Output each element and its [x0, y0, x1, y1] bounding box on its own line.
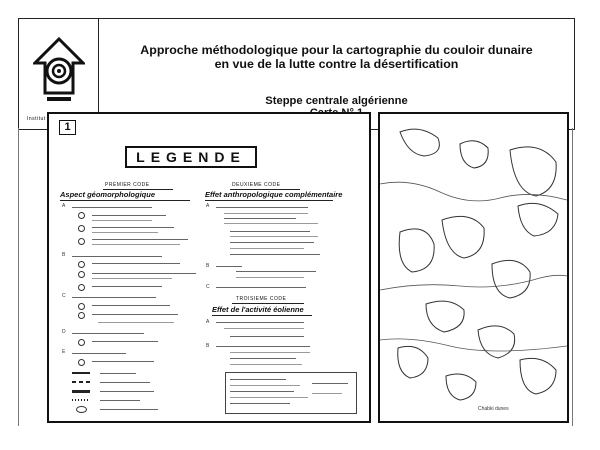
legend-entry-marker — [78, 225, 85, 232]
legend-entry — [72, 256, 162, 257]
divider — [205, 200, 333, 201]
legend-entry — [230, 358, 296, 359]
legend-entry — [230, 391, 294, 392]
legend-entry — [92, 278, 172, 279]
legend-entry — [100, 400, 140, 401]
legend-entry — [92, 341, 158, 342]
legend-entry-marker: D — [62, 329, 66, 335]
legend-entry — [230, 336, 304, 337]
legend-entry — [92, 273, 196, 274]
legend-heading: LEGENDE — [125, 146, 257, 168]
legend-entry — [224, 328, 304, 329]
legend-entry — [72, 297, 156, 298]
page-title-line-1: Approche méthodologique pour la cartographie du couloir dunaire — [140, 43, 533, 57]
legend-entry — [92, 227, 174, 228]
logo-caption-small: Institut — [27, 116, 46, 122]
legend-entry — [312, 383, 348, 384]
page-title-line-2: en vue de la lutte contre la désertification — [214, 57, 459, 71]
legend-entry-marker — [78, 339, 85, 346]
legend-entry — [92, 263, 180, 264]
legend-entry — [216, 266, 242, 267]
line-symbol — [72, 399, 90, 401]
legend-entry — [92, 305, 170, 306]
legend-entry-marker — [78, 359, 85, 366]
line-symbol — [72, 372, 90, 374]
legend-entry — [216, 287, 306, 288]
legend-entry-marker — [76, 406, 87, 413]
legend-entry — [230, 364, 302, 365]
legend-entry — [230, 385, 300, 386]
line-symbol — [72, 390, 90, 393]
scan-edge-left — [18, 128, 19, 426]
legend-entry — [236, 271, 316, 272]
legend-entry — [216, 346, 310, 347]
page-subtitle-line-1: Steppe centrale algérienne — [265, 95, 408, 107]
legend-entry — [100, 373, 136, 374]
legend-entry — [230, 254, 320, 255]
legend-entry-marker: A — [206, 319, 210, 325]
map-contour — [478, 326, 515, 358]
legend-bottom-strip — [225, 372, 357, 414]
legend-entry — [92, 286, 162, 287]
legend-entry-marker — [78, 303, 85, 310]
panel-number: 1 — [59, 120, 76, 135]
left-column-title: Aspect géomorphologique — [60, 190, 156, 199]
legend-entry — [72, 333, 144, 334]
right-column-lower-title: Effet de l'activité éolienne — [212, 305, 304, 314]
legend-entry-marker: B — [206, 343, 210, 349]
right-column-title: Effet anthropologique complémentaire — [205, 190, 343, 199]
legend-entry-marker: C — [62, 293, 66, 299]
map-contour — [399, 229, 434, 272]
legend-entry — [92, 220, 152, 221]
legend-entry — [230, 397, 308, 398]
legend-entry — [236, 277, 304, 278]
legend-entry-marker — [78, 271, 85, 278]
right-column-top-label: DEUXIEME CODE — [232, 182, 281, 188]
legend-entry — [216, 322, 304, 323]
legend-entry-marker: A — [206, 203, 210, 209]
map-contour — [520, 358, 556, 394]
map-contour — [492, 260, 530, 298]
divider — [232, 303, 304, 304]
legend-entry — [230, 236, 318, 237]
legend-entry — [230, 231, 310, 232]
legend-entry-marker: A — [62, 203, 66, 209]
legend-entry-marker: B — [62, 252, 66, 258]
legend-entry — [312, 393, 342, 394]
legend-entry — [100, 409, 158, 410]
map-contour — [460, 141, 488, 168]
legend-entry — [224, 213, 308, 214]
legend-entry — [72, 207, 152, 208]
legend-entry — [92, 239, 188, 240]
dune-map-drawing — [380, 114, 567, 421]
legend-entry — [230, 403, 290, 404]
legend-entry — [100, 382, 150, 383]
map-contour — [400, 129, 439, 156]
map-contour — [442, 216, 484, 258]
map-contour — [446, 374, 476, 400]
legend-entry — [224, 223, 318, 224]
legend-entry-marker — [78, 284, 85, 291]
legend-entry-marker — [78, 261, 85, 268]
map-contour — [380, 339, 567, 351]
legend-entry — [224, 218, 296, 219]
legend-entry-marker: B — [206, 263, 210, 269]
scan-edge-right — [572, 128, 573, 426]
legend-entry-marker — [78, 238, 85, 245]
legend-entry — [98, 322, 174, 323]
map-contour — [510, 147, 556, 196]
divider — [60, 200, 190, 201]
legend-entry — [72, 353, 126, 354]
legend-entry — [230, 248, 304, 249]
legend-entry — [230, 379, 286, 380]
divider — [212, 315, 312, 316]
left-column-top-label: PREMIER CODE — [105, 182, 150, 188]
legend-entry — [92, 244, 180, 245]
right-column-lower-top-label: TROISIEME CODE — [236, 296, 287, 302]
legend-entry — [230, 352, 310, 353]
legend-entry — [92, 215, 166, 216]
legend-entry-marker: C — [206, 284, 210, 290]
legend-entry — [230, 242, 314, 243]
map-contour — [426, 301, 464, 332]
legend-entry-marker — [78, 312, 85, 319]
legend-entry — [92, 314, 178, 315]
legend-entry — [92, 232, 158, 233]
map-bottom-label: Chabki dunes — [478, 406, 509, 412]
legend-entry — [92, 361, 154, 362]
line-symbol — [72, 381, 90, 383]
map-panel — [378, 112, 569, 423]
legend-entry — [100, 391, 154, 392]
legend-entry-marker: E — [62, 349, 66, 355]
map-contour — [380, 182, 567, 201]
map-contour — [380, 275, 567, 290]
legend-entry — [216, 207, 308, 208]
legend-entry-marker — [78, 212, 85, 219]
map-contour — [518, 203, 558, 236]
institution-logo-icon — [33, 37, 85, 111]
map-contour — [398, 346, 428, 378]
